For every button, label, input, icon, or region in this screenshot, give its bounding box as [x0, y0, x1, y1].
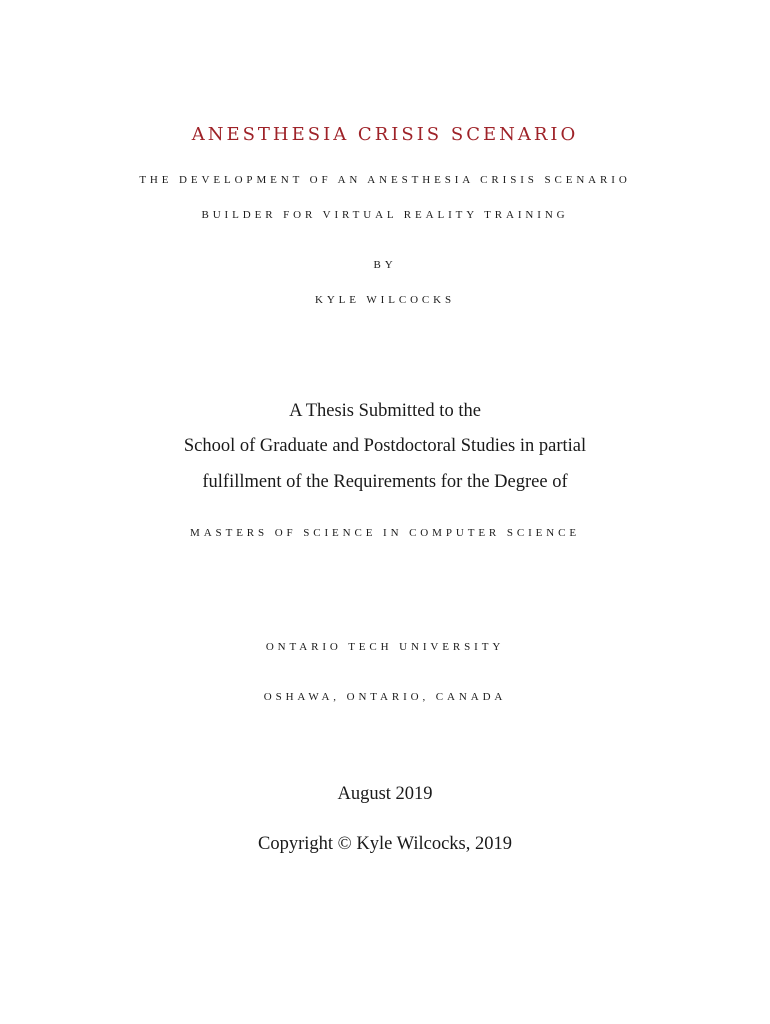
submission-statement-line-2: School of Graduate and Postdoctoral Studies in partial: [183, 436, 587, 456]
university-location: OSHAWA, ONTARIO, CANADA: [263, 691, 507, 703]
thesis-title: ANESTHESIA CRISIS SCENARIO: [191, 124, 579, 145]
author-name: KYLE WILCOCKS: [314, 294, 456, 306]
thesis-subtitle-line-2: BUILDER FOR VIRTUAL REALITY TRAINING: [201, 209, 569, 221]
thesis-subtitle-line-1: THE DEVELOPMENT OF AN ANESTHESIA CRISIS SCENARIO: [139, 174, 631, 186]
university-name: ONTARIO TECH UNIVERSITY: [265, 641, 505, 653]
copyright-notice: Copyright © Kyle Wilcocks, 2019: [258, 834, 512, 854]
degree-name: MASTERS OF SCIENCE IN COMPUTER SCIENCE: [190, 527, 580, 539]
submission-date: August 2019: [337, 784, 433, 804]
submission-statement-line-1: A Thesis Submitted to the: [289, 401, 481, 421]
by-label: BY: [373, 259, 397, 271]
submission-statement-line-3: fulfillment of the Requirements for the Degree of: [202, 472, 568, 492]
